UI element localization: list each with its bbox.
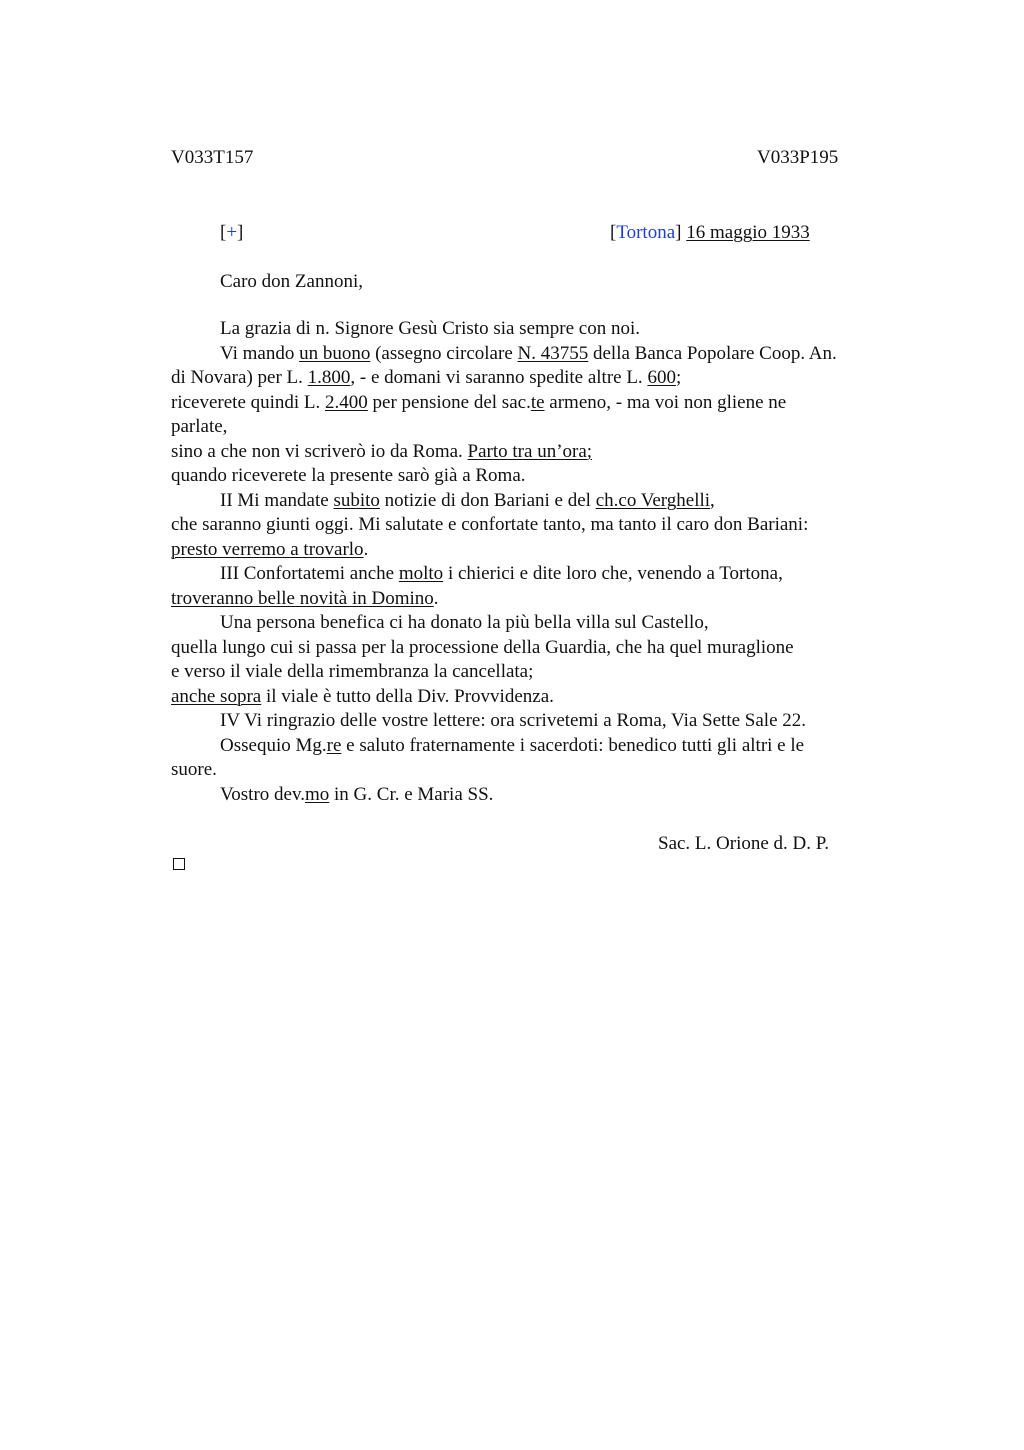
document-code-right: V033P195 <box>757 147 839 168</box>
body-line: II Mi mandate subito notizie di don Bariani e del ch.co Verghelli, <box>220 489 715 511</box>
salutation: Caro don Zannoni, <box>220 271 364 292</box>
body-line: quella lungo cui si passa per la processione della Guardia, che ha quel muraglione <box>171 636 794 658</box>
body-line: presto verremo a trovarlo. <box>171 538 369 560</box>
body-line: quando riceverete la presente sarò già a Roma. <box>171 465 526 486</box>
signature: Sac. L. Orione d. D. P. <box>658 833 829 854</box>
body-line: parlate, <box>171 416 228 437</box>
body-line: e verso il viale della rimembranza la cancellata; <box>171 661 534 682</box>
body-line: IV Vi ringrazio delle vostre lettere: ora scrivetemi a Roma, Via Sette Sale 22. <box>220 710 807 731</box>
body-line: di Novara) per L. 1.800, - e domani vi saranno spedite altre L. 600; <box>171 367 682 388</box>
cross-mark: [+] <box>220 222 244 243</box>
document-code-left: V033T157 <box>171 147 254 168</box>
body-line: Vi mando un buono (assegno circolare N. 43755 della Banca Popolare Coop. An. <box>220 342 837 364</box>
body-line: sino a che non vi scriverò io da Roma. Parto tra un’ora; <box>171 440 593 462</box>
body-line: Una persona benefica ci ha donato la più bella villa sul Castello, <box>220 612 709 633</box>
place-name: Tortona <box>616 222 676 243</box>
body-line: Ossequio Mg.re e saluto fraternamente i sacerdoti: benedico tutti gli altri e le <box>220 734 805 756</box>
body-line: suore. <box>171 759 217 780</box>
body-line: riceverete quindi L. 2.400 per pensione del sac.te armeno, - ma voi non gliene ne <box>171 391 787 413</box>
body-line: La grazia di n. Signore Gesù Cristo sia sempre con noi. <box>220 318 641 339</box>
end-box-icon <box>173 858 185 870</box>
body-line: troveranno belle novità in Domino. <box>171 587 439 609</box>
body-line: che saranno giunti oggi. Mi salutate e confortate tanto, ma tanto il caro don Bariani: <box>171 514 809 535</box>
body-line: Vostro dev.mo in G. Cr. e Maria SS. <box>220 783 494 805</box>
letter-body <box>171 317 911 807</box>
dateline: [Tortona] 16 maggio 1933 <box>610 222 810 243</box>
body-line: anche sopra il viale è tutto della Div. Provvidenza. <box>171 685 554 707</box>
letter-date: 16 maggio 1933 <box>686 222 810 243</box>
body-line: III Confortatemi anche molto i chierici e dite loro che, venendo a Tortona, <box>220 563 783 584</box>
